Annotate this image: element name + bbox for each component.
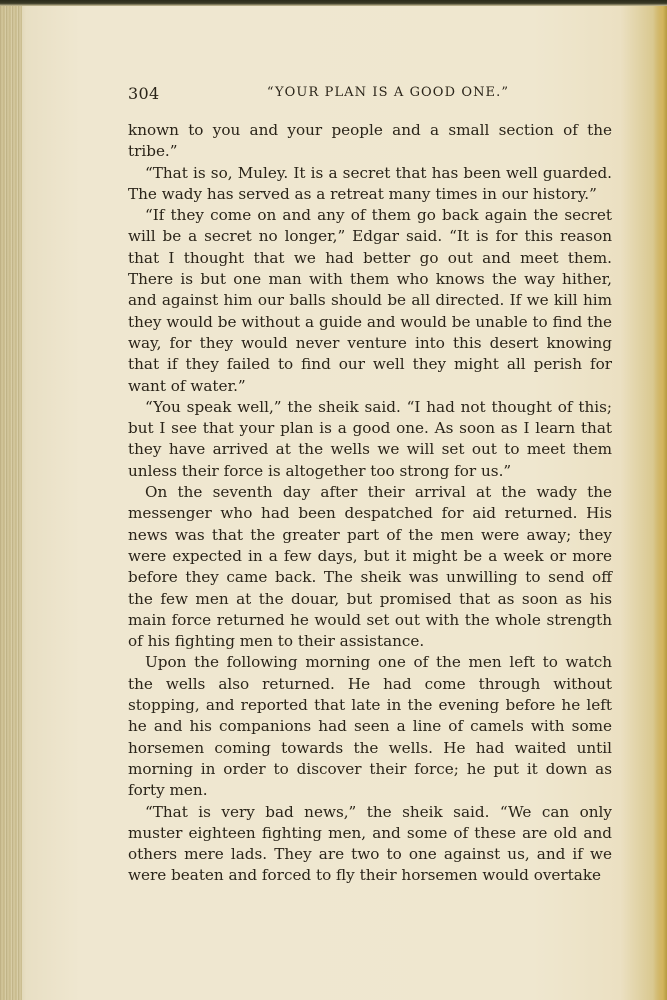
book-spine-edge (0, 0, 22, 1000)
book-page (128, 84, 612, 887)
paragraph: “That is so, Muley. It is a secret that has been well guarded. The wady has served as a retreat many times in our history.” (128, 163, 612, 203)
page-body (128, 120, 612, 887)
page-top-edge (0, 0, 667, 6)
running-title: “YOUR PLAN IS A GOOD ONE.” (266, 85, 510, 100)
paragraph: “That is very bad news,” the sheik said. “We can only muster eighteen fighting men, and some of these are old and others mere lads. They are two to one against us, and if we were beaten and forced to fly their horsemen would overtake (128, 802, 612, 885)
paragraph: known to you and your people and a small section of the tribe.” (128, 121, 612, 161)
page-number: 304 (128, 84, 160, 103)
paragraph: “You speak well,” the sheik said. “I had not thought of this; but I see that your plan is a good one. As soon as I learn that they have arrived at the wells we will set out to meet them unless their force is altogether too strong for us.” (128, 397, 612, 480)
page-right-edge (653, 0, 667, 1000)
page-header (128, 84, 612, 110)
paragraph: “If they come on and any of them go back again the secret will be a secret no longer,” Edgar said. “It is for this reason that I thought that we had better go out and meet them. There is but one man with them who knows the way hither, and against him our balls should be all directed. If we kill him they would be without a guide and would be unable to find the way, for they would never venture into this desert knowing that if they failed to find our well they might all perish for want of water.” (128, 206, 612, 395)
paragraph: Upon the following morning one of the men left to watch the wells also returned. He had come through without stopping, and reported that late in the evening before he left he and his companions had seen a line of camels with some horsemen coming towards the wells. He had waited until morning in order to discover their force; he put it down as forty men. (128, 653, 612, 800)
paragraph: On the seventh day after their arrival at the wady the messenger who had been despatched for aid returned. His news was that the greater part of the men were away; they were expected in a few days, but it might be a week or more before they came back. The sheik was unwilling to send off the few men at the douar, but promised that as soon as his main force returned he would set out with the whole strength of his fighting men to their assistance. (128, 483, 612, 651)
